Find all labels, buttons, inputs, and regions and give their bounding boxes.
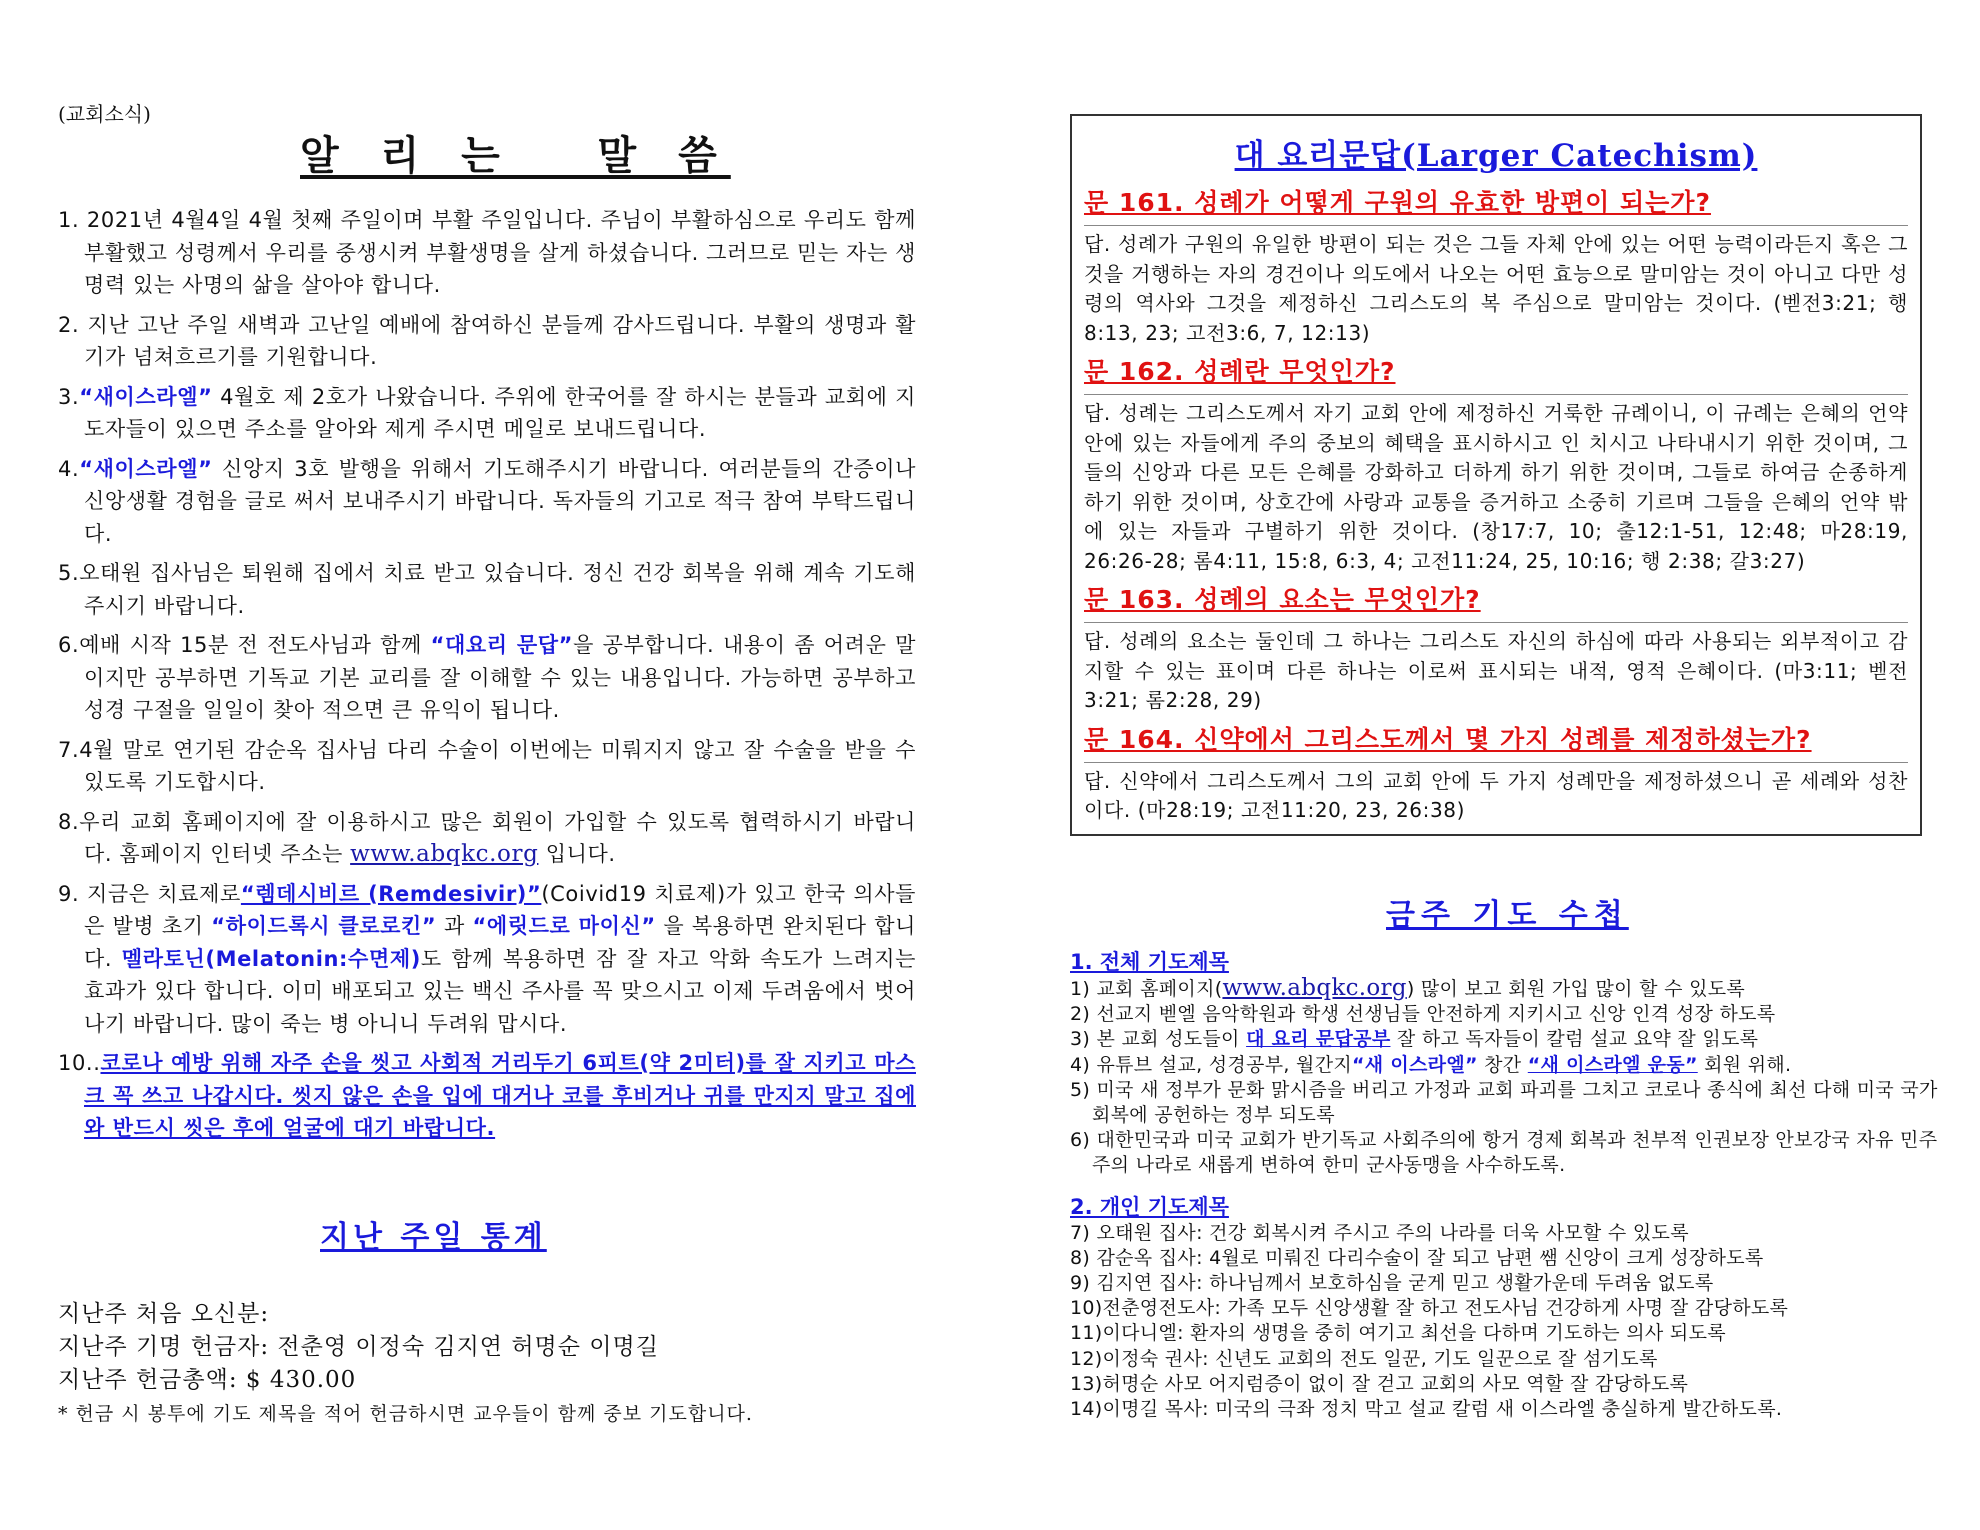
list-item: 8.우리 교회 홈페이지에 잘 이용하시고 많은 회원이 가입할 수 있도록 협력하시기 바랍니다. 홈페이지 인터넷 주소는 www.abqkc.org 입니다. [58,809,916,867]
list-item: 1) 교회 홈페이지(www.abqkc.org) 많이 보고 회원 가입 많이 할 수 있도록 [1070,975,1746,1001]
homepage-link[interactable]: www.abqkc.org [1222,975,1407,1001]
question-163: 문 163. 성례의 요소는 무엇인가? [1084,585,1481,614]
prayer-title: 금주 기도 수첩 [1386,898,1629,933]
personal-prayer-list [1070,1221,1940,1423]
stats-title: 지난 주일 통계 [320,1220,547,1255]
question-162: 문 162. 성례란 무엇인가? [1084,357,1396,386]
list-item: 5.오태원 집사님은 퇴원해 집에서 치료 받고 있습니다. 정신 건강 회복을 위해 계속 기도해주시기 바랍니다. [58,561,916,618]
list-item: 4.“새이스라엘” 신앙지 3호 발행을 위해서 기도해주시기 바랍니다. 여러분들의 간증이나 신앙생활 경험을 글로 써서 보내주시기 바랍니다. 독자들의 기고로 적극 참여 부탁드립니다. [58,456,916,546]
list-item: 6.예배 시작 15분 전 전도사님과 함께 “대요리 문답”을 공부합니다. 내용이 좀 어려운 말이지만 공부하면 기독교 기본 교리를 잘 이해할 수 있는 내용입니다. 가능하면 공부하고 성경 구절을 일일이 찾아 적으면 큰 유익이 됩니다. [58,633,916,722]
list-item: 1. 2021년 4월4일 4월 첫째 주일이며 부활 주일입니다. 주님이 부활하심으로 우리도 함께 부활했고 성령께서 우리를 중생시켜 부활생명을 살게 하셨습니다. 그러므로 믿는 자는 생명력 있는 사명의 삶을 살아야 합니다. [58,208,917,297]
question-164: 문 164. 신약에서 그리스도께서 몇 가지 성례를 제정하셨는가? [1084,724,1812,754]
prayer-block [1070,946,1940,1434]
list-item: 10..코로나 예방 위해 자주 손을 씻고 사회적 거리두기 6피트(약 2미터)를 잘 지키고 마스크 꼭 쓰고 나갑시다. 씻지 않은 손을 입에 대거나 코를 후비거나 귀를 만지지 말고 집에 와 반드시 씻은 후에 얼굴에 대기 바랍니다. [58,1051,916,1140]
announcements-title: 알 리 는 말 씀 [300,133,731,179]
question-161: 문 161. 성례가 어떻게 구원의 유효한 방편이 되는가? [1084,188,1711,217]
stats-newcomers: 지난주 처음 오신분: [58,1301,270,1327]
list-item: 7.4월 말로 연기된 감순옥 집사님 다리 수술이 이번에는 미뤄지지 않고 잘 수술을 받을 수 있도록 기도합시다. [58,737,916,794]
list-item: 11)이다니엘: 환자의 생명을 중히 여기고 최선을 다하며 기도하는 의사 되도록 [1070,1322,1726,1345]
list-item: 3) 본 교회 성도들이 대 요리 문답공부 잘 하고 독자들이 칼럼 설교 요약 잘 읽도록 [1070,1028,1759,1051]
answer-164: 답. 신약에서 그리스도께서 그의 교회 안에 두 가지 성례만을 제정하셨으니 곧 세례와 성찬이다. (마28:19; 고전11:20, 23, 26:38) [1084,762,1908,826]
list-item: 14)이명길 목사: 미국의 극좌 정치 막고 설교 칼럼 새 이스라엘 충실하게 발간하도록. [1070,1398,1783,1421]
list-item: 9. 지금은 치료제로“렘데시비르 (Remdesivir)”(Coivid19 치료제)가 있고 한국 의사들은 발병 초기 “하이드록시 클로로킨” 과 “에릿드로 마이신” 을 복용하면 완치된다 합니다. 멜라토닌(Melatonin:수면제)도 함께 복용하면 잠 잘 자고 악화 속도가 느려지는 효과가 있다 합니다. 이미 배포되고 있는 백신 주사를 꼭 맞으시고 이제 두려움에서 벗어나기 바랍니다. 많이 죽는 병 아니니 두려워 맙시다. [58,881,917,1036]
answer-162: 답. 성례는 그리스도께서 자기 교회 안에 제정하신 거룩한 규례이니, 이 규례는 은혜의 언약 안에 있는 자들에게 주의 중보의 혜택을 표시하시고 인 치시고 나타내시기 위한 것이며, 그들의 신앙과 다른 모든 은혜를 강화하고 더하게 하기 위한 것이며, 그들로 하여금 순종하게 하기 위한 것이며, 상호간에 사랑과 교통을 증거하고 소중히 기르며 그들을 은혜의 언약 밖에 있는 자들과 구별하기 위한 것이다. (창17:7, 10; 출12:1-51, 12:48; 마28:19, 26:26-28; 롬4:11, 15:8, 6:3, 4; 고전11:24, 25, 10:16; 행 2:38; 갈3:27) [1084,394,1908,576]
list-item: 4) 유튜브 설교, 성경공부, 월간지“새 이스라엘” 창간 “새 이스라엘 운동” 회원 위해. [1070,1053,1792,1076]
list-item: 2) 선교지 벧엘 음악학원과 학생 선생님들 안전하게 지키시고 신앙 인격 성장 하도록 [1070,1003,1776,1026]
catechism-box [1070,114,1922,836]
list-item: 6) 대한민국과 미국 교회가 반기독교 사회주의에 항거 경제 회복과 천부적 인권보장 안보강국 자유 민주주의 나라로 새롭게 변하여 한미 군사동맹을 사수하도록. [1070,1129,1938,1177]
homepage-link[interactable]: www.abqkc.org [350,841,539,867]
answer-163: 답. 성례의 요소는 둘인데 그 하나는 그리스도 자신의 하심에 따라 사용되는 외부적이고 감지할 수 있는 표이며 다른 하나는 이로써 표시되는 내적, 영적 은혜이다. (마3:11; 벧전3:21; 롬2:28, 29) [1084,622,1908,716]
list-item: 13)허명순 사모 어지럼증이 없이 잘 걷고 교회의 사모 역할 잘 감당하도록 [1070,1372,1689,1395]
stats-note: * 헌금 시 봉투에 기도 제목을 적어 헌금하시면 교우들이 함께 중보 기도합니다. [58,1403,753,1425]
stats-block [58,1298,918,1431]
catechism-title: 대 요리문답(Larger Catechism) [1234,138,1758,174]
announcement-list [58,204,916,1152]
list-item: 10)전춘영전도사: 가족 모두 신앙생활 잘 하고 전도사님 건강하게 사명 잘 감당하도록 [1070,1297,1789,1320]
list-item: 8) 감순옥 집사: 4월로 미뤄진 다리수술이 잘 되고 남편 쌤 신앙이 크게 성장하도록 [1070,1246,1764,1269]
stats-donors: 지난주 기명 헌금자: 전춘영 이정숙 김지연 허명순 이명길 [58,1334,659,1360]
list-item: 12)이정숙 권사: 신년도 교회의 전도 일꾼, 기도 일꾼으로 잘 섬기도록 [1070,1347,1658,1370]
stats-total: 지난주 헌금총액: $ 430.00 [58,1367,357,1393]
list-item: 9) 김지연 집사: 하나님께서 보호하심을 굳게 믿고 생활가운데 두려움 없도록 [1070,1272,1714,1295]
church-news-tag: (교회소식) [58,102,151,126]
section-head-general: 1. 전체 기도제목 [1070,950,1229,974]
list-item: 2. 지난 고난 주일 새벽과 고난일 예배에 참여하신 분들께 감사드립니다. 부활의 생명과 활기가 넘쳐흐르기를 기원합니다. [58,312,917,369]
list-item: 7) 오태원 집사: 건강 회복시켜 주시고 주의 나라를 더욱 사모할 수 있도록 [1070,1221,1689,1244]
section-head-personal: 2. 개인 기도제목 [1070,1194,1229,1219]
answer-161: 답. 성례가 구원의 유일한 방편이 되는 것은 그들 자체 안에 있는 어떤 능력이라든지 혹은 그것을 거행하는 자의 경건이나 의도에서 나오는 어떤 효능으로 말미암는 것이 아니고 다만 성령의 역사와 그것을 제정하신 그리스도의 복 주심으로 말미암는 것이다. (벧전3:21; 행8:13, 23; 고전3:6, 7, 12:13) [1084,225,1908,348]
list-item: 5) 미국 새 정부가 문화 맑시즘을 버리고 가정과 교회 파괴를 그치고 코로나 종식에 최선 다해 미국 국가 회복에 공헌하는 정부 되도록 [1070,1078,1938,1127]
general-prayer-list [1070,976,1940,1179]
list-item: 3.“새이스라엘” 4월호 제 2호가 나왔습니다. 주위에 한국어를 잘 하시는 분들과 교회에 지도자들이 있으면 주소를 알아와 제게 주시면 메일로 보내드립니다. [58,384,916,441]
